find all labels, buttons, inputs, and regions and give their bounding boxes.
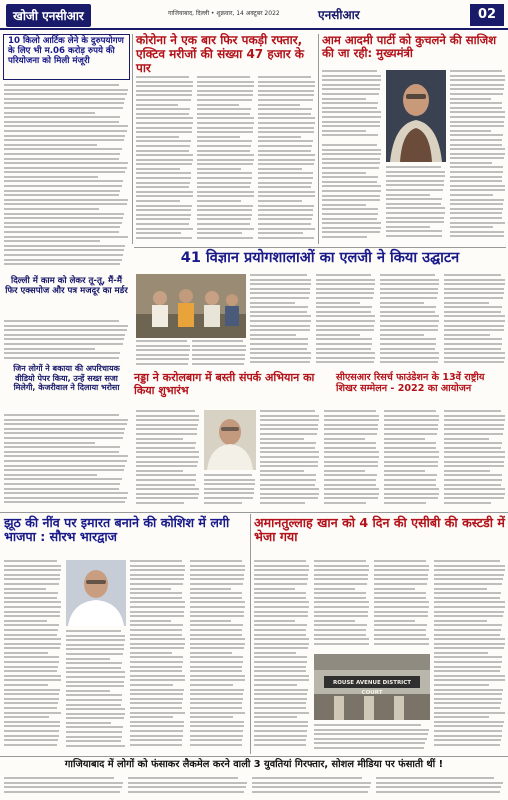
story-delhi-sub-body (4, 320, 129, 362)
story-dengue-sub-body (4, 414, 129, 510)
story-ghaziabad-body-col3 (252, 777, 372, 799)
story-labs-body-col4 (380, 274, 440, 370)
story-ghaziabad-body-col1 (4, 777, 124, 799)
story-labs-body-col5 (444, 274, 506, 370)
story-ghaziabad-headline-box (4, 759, 504, 775)
story-bharadwaj-body-col1 (4, 560, 62, 752)
story-ghaziabad-headline: गाजियाबाद में लोगों को फंसाकर लैकमेल करने वाली 3 युवतियां गिरफ्तार, सोशल मीडिया पर फंसाती थीं ! (64, 759, 444, 770)
story-labs-body-b (192, 340, 247, 370)
story-aap-headline: आम आदमी पार्टी को कुचलने की साजिश की जा रही: मुख्यमंत्री (322, 33, 497, 61)
story-aap-body-col1 (322, 70, 382, 140)
story-aap-body-col1b (322, 144, 382, 244)
story-labs-body-a (136, 340, 191, 370)
dateline: गाजियाबाद, दिल्ली • शुक्रवार, 14 अक्टूबर 2022 (168, 10, 280, 17)
story-summit-body-col3 (444, 410, 506, 510)
story-amanatullah-headline: अमानतुल्लाह खान को 4 दिन की एसीबी की कस्टडी में भेजा गया (254, 515, 505, 545)
story-bharadwaj-body-col4 (190, 560, 246, 752)
kejriwal-photo (386, 70, 446, 162)
story-aap-headline-box (322, 34, 506, 66)
story-labs-headline-box (134, 250, 506, 270)
story-labs-body-col2 (250, 274, 312, 370)
story-nadda-headline: नड्डा ने करोलबाग में बस्ती संपर्क अभियान का किया शुभारंभ (134, 371, 315, 397)
story-corona-headline-box (136, 34, 316, 74)
story-ghaziabad-body-col2 (128, 777, 248, 799)
bharadwaj-photo (66, 560, 126, 626)
story-delhi-sub-box (4, 276, 129, 318)
story-amanatullah-body-col2b (314, 724, 430, 752)
court-sign-text: ROUSE AVENUE DISTRICT COURT (332, 680, 412, 696)
story-bharadwaj-body-col2 (66, 630, 126, 752)
story-bharadwaj-headline-box (4, 516, 248, 556)
story-lockdown-headline-box (3, 34, 130, 80)
story-nadda-headline-box (134, 372, 334, 408)
story-dengue-sub-headline: जिन लोगों ने बकाया की अपरिचायक वीडियो पेपर किया, उन्हें सख्त सजा मिलेगी, केजरीवाल ने दिलाया भरोसा (13, 364, 120, 393)
story-lockdown-headline: 10 किलो आर्टिक लेने के दुरुपयोगण के लिए भी म.06 करोड़ रुपये की परियोजना को मिली मंजूरी (8, 36, 124, 66)
story-corona-body-col2 (197, 76, 255, 242)
story-aap-body-col2 (386, 166, 446, 244)
story-aap-body-col3 (450, 70, 506, 244)
story-corona-body-col1 (136, 76, 194, 242)
story-summit-headline: सीएसआर रिसर्च फाउंडेशन के 13वें राष्ट्रीय शिखर सम्मेलन - 2022 का आयोजन (336, 372, 485, 395)
story-labs-headline: 41 विज्ञान प्रयोगशालाओं का एलजी ने किया उद्घाटन (180, 250, 460, 266)
nadda-photo (204, 410, 256, 470)
story-lockdown-body (4, 84, 129, 272)
story-summit-body-col1 (324, 410, 380, 510)
newspaper-logo: खोजी एनसीआर (6, 4, 91, 27)
story-amanatullah-body-col1 (254, 560, 310, 752)
lg-event-photo (136, 274, 246, 338)
story-corona-body-col3 (258, 76, 316, 242)
story-delhi-sub-headline: दिल्ली में काम को लेकर तू-तू, मैं-मैं फिर एक्सपोज और पत्र मजदूर का मर्डर (5, 276, 128, 297)
story-nadda-body-col3 (260, 410, 320, 510)
story-bharadwaj-body-col3 (130, 560, 186, 752)
story-summit-body-col2 (384, 410, 440, 510)
story-nadda-body-col2 (204, 474, 256, 510)
story-nadda-body-col1 (136, 410, 200, 510)
court-photo (314, 654, 430, 720)
story-bharadwaj-headline: झूठ की नींव पर इमारत बनाने की कोशिश में लगी भाजपा : सौरभ भारद्वाज (4, 515, 230, 545)
story-amanatullah-headline-box (254, 516, 506, 556)
page-number: 02 (470, 4, 504, 26)
story-amanatullah-body-col4 (434, 560, 506, 752)
story-labs-body-col3 (316, 274, 376, 370)
section-title: एनसीआर (318, 8, 360, 22)
story-amanatullah-body-col2 (314, 560, 370, 650)
story-summit-headline-box (336, 372, 506, 408)
story-dengue-sub-box (4, 364, 129, 412)
story-corona-headline: कोरोना ने एक बार फिर पकड़ी रफ्तार, एक्टिव मरीजों की संख्या 47 हजार के पार (136, 33, 305, 75)
story-ghaziabad-body-col4 (376, 777, 504, 799)
story-amanatullah-body-col3 (374, 560, 430, 650)
